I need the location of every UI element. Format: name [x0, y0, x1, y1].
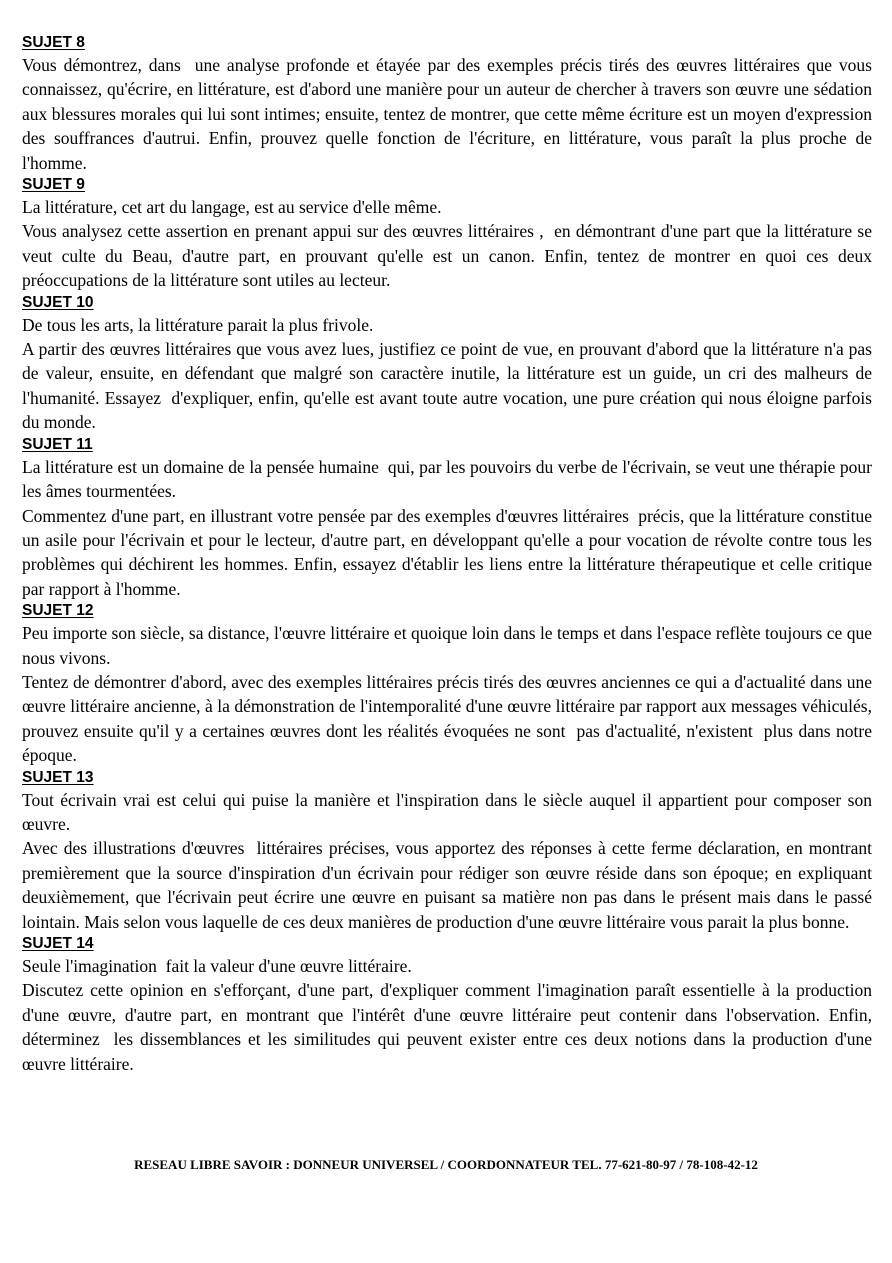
sujet-title: SUJET 11	[22, 435, 93, 453]
sujet-statement: La littérature, cet art du langage, est au service d'elle même.	[22, 197, 442, 218]
sujet-title: SUJET 8	[22, 34, 85, 51]
sujet-paragraph: Commentez d'une part, en illustrant votre pensée par des exemples d'œuvres littéraires précis, que la littérature constitue un asile pour l'écrivain et pour le lecteur, d'autre part, en développant qu'elle a pour vocation de révolte contre tous les problèmes qui déchirent les hommes. Enfin, essayez d'établir les liens entre la littérature thérapeutique et celle critique par rapport à l'homme.	[22, 505, 877, 599]
sujet-11	[22, 435, 877, 601]
sujet-paragraph: Avec des illustrations d'œuvres littéraires précises, vous apportez des réponses à cette ferme déclaration, en montrant premièrement que la source d'inspiration d'un écrivain pour rédiger son œuvre réside dans son époque; en expliquant deuxièmement, que l'écrivain peut écrire une œuvre en puisant sa matière non pas dans le présent mais dans le passé lointain. Mais selon vous laquelle de ces deux manières de production d'une œuvre littéraire vous parait la plus bonne.	[22, 838, 877, 932]
sujet-paragraph: Tentez de démontrer d'abord, avec des exemples littéraires précis tirés des œuvres anciennes ce qui a d'actualité dans une œuvre littéraire ancienne, à la démonstration de l'intemporalité d'une œuvre littéraire par rapport aux messages véhiculés, prouvez ensuite qu'il y a certaines œuvres dont les réalités évoquées ne sont pas d'actualité, n'existent plus dans notre époque.	[22, 671, 877, 766]
sujet-paragraph: Vous analysez cette assertion en prenant appui sur des œuvres littéraires , en démontrant d'une part que la littérature se veut culte du Beau, d'autre part, en prouvant qu'elle est un canon. Enfin, tentez de montrer en quoi ces deux préoccupations de la littérature sont utiles au lecteur.	[22, 221, 877, 291]
sujet-statement: Tout écrivain vrai est celui qui puise la manière et l'inspiration dans le siècle auquel il appartient pour composer son œuvre.	[22, 789, 877, 834]
sujet-8	[22, 33, 877, 175]
document-body	[22, 33, 877, 1076]
sujet-13	[22, 768, 877, 934]
sujet-paragraph: Vous démontrez, dans une analyse profonde et étayée par des exemples précis tirés des œuvres littéraires que vous connaissez, qu'écrire, en littérature, est d'abord une manière pour un auteur de chercher à travers son œuvre une sédation aux blessures morales qui lui sont intimes; ensuite, tentez de montrer, que cette même écriture est un moyen d'expression des souffrances d'autrui. Enfin, prouvez quelle fonction de l'écriture, en littérature, vous paraît la plus proche de l'homme.	[22, 55, 877, 173]
sujet-paragraph: Discutez cette opinion en s'efforçant, d'une part, d'expliquer comment l'imagination paraît essentielle à la production d'une œuvre, d'autre part, en montrant que l'intérêt d'une œuvre littéraire peut contenir dans l'observation. Enfin, déterminez les dissemblances et les similitudes qui peuvent exister entre ces deux notions dans la production d'une œuvre littéraire.	[22, 980, 877, 1074]
sujet-10	[22, 293, 877, 435]
page-footer: RESEAU LIBRE SAVOIR : DONNEUR UNIVERSEL / COORDONNATEUR TEL. 77-621-80-97 / 78-108-42-12	[134, 1157, 758, 1172]
sujet-statement: De tous les arts, la littérature parait la plus frivole.	[22, 314, 374, 335]
sujet-title: SUJET 13	[22, 768, 94, 786]
sujet-title: SUJET 10	[22, 293, 94, 311]
sujet-statement: Seule l'imagination fait la valeur d'une œuvre littéraire.	[22, 956, 412, 976]
sujet-12	[22, 601, 877, 767]
sujet-title: SUJET 9	[22, 176, 85, 194]
sujet-9	[22, 175, 877, 293]
sujet-statement: La littérature est un domaine de la pensée humaine qui, par les pouvoirs du verbe de l'écrivain, se veut une thérapie pour les âmes tourmentées.	[22, 456, 877, 502]
sujet-paragraph: A partir des œuvres littéraires que vous avez lues, justifiez ce point de vue, en prouvant d'abord que la littérature n'a pas de valeur, ensuite, en défendant que malgré son caractère inutile, la littérature est un guide, un cri des malheurs de l'humanité. Essayez d'expliquer, enfin, qu'elle est avant toute autre vocation, une pure création qui nous éloigne parfois du monde.	[22, 339, 877, 433]
sujet-title: SUJET 12	[22, 602, 94, 620]
sujet-statement: Peu importe son siècle, sa distance, l'œuvre littéraire et quoique loin dans le temps et dans l'espace reflète toujours ce que nous vivons.	[22, 623, 877, 668]
sujet-title: SUJET 14	[22, 935, 94, 952]
sujet-14	[22, 934, 877, 1076]
